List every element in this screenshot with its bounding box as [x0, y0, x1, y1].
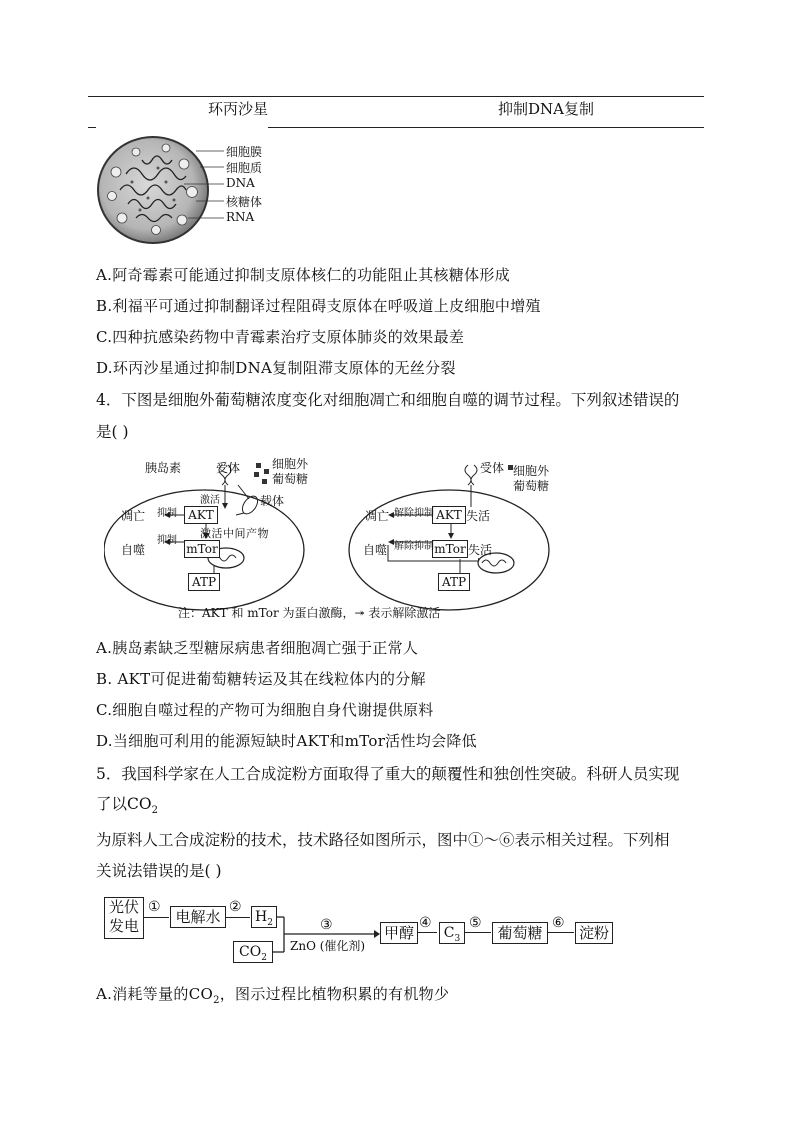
left-autophagy-label: 自噬 — [121, 543, 146, 557]
cell-label-cytoplasm: 细胞质 — [226, 161, 263, 175]
right-autophagy-label: 自噬 — [363, 543, 388, 557]
flow-methanol-box: 甲醇 — [380, 922, 418, 944]
cell-label-membrane: 细胞膜 — [226, 145, 263, 159]
left-apoptosis-label: 凋亡 — [121, 509, 146, 523]
left-mtor-box: mTor — [184, 540, 220, 558]
left-receptor-label: 受体 — [216, 461, 241, 475]
right-atp-box: ATP — [438, 573, 470, 591]
q5-option-a-text: A.消耗等量的CO — [96, 985, 214, 1003]
left-glucose-label-1: 细胞外 — [272, 457, 309, 471]
flow-c3-box — [439, 922, 465, 944]
q5-option-a[interactable] — [96, 983, 449, 1006]
q4-option-c[interactable]: C.细胞自噬过程的产物可为细胞自身代谢提供原料 — [96, 701, 434, 719]
flow-step-3: ③ — [320, 917, 333, 933]
q5-option-a-suffix: ，图示过程比植物积累的有机物少 — [219, 985, 450, 1003]
flow-co2-text: CO — [239, 944, 262, 960]
flow-electrolysis-box: 电解水 — [170, 906, 226, 928]
flow-step-4: ④ — [419, 915, 432, 931]
flow-c3-text: C — [443, 925, 455, 941]
q5-stem-line2 — [96, 792, 158, 816]
q3-option-b[interactable]: B.利福平可通过抑制翻译过程阻碍支原体在呼吸道上皮细胞中增殖 — [96, 297, 541, 315]
q5-stem-line1: 5．我国科学家在人工合成淀粉方面取得了重大的颠覆性和独创性突破。科研人员实现 — [96, 765, 680, 783]
flow-step-1: ① — [148, 899, 161, 915]
flow-h2-text: H — [255, 909, 268, 925]
left-carrier-label: 载体 — [260, 494, 285, 508]
flow-pv-box — [104, 897, 144, 939]
left-atp-box: ATP — [188, 573, 220, 591]
q4-option-d[interactable]: D.当细胞可利用的能源短缺时AKT和mTor活性均会降低 — [96, 732, 477, 750]
flow-c3-sub: 3 — [454, 933, 461, 944]
left-akt-box: AKT — [184, 506, 218, 524]
table-bottom-stub — [88, 127, 96, 128]
right-glucose-label-2: 葡萄糖 — [513, 479, 550, 493]
flow-co2-box — [233, 941, 273, 963]
left-insulin-label: 胰岛素 — [145, 461, 182, 475]
right-mtor-box: mTor — [432, 540, 468, 558]
flow-arrow-2 — [225, 917, 250, 918]
flow-co2-sub: 2 — [261, 952, 267, 963]
flow-h2-sub: 2 — [267, 917, 273, 928]
q5-option-a-sub: 2 — [213, 995, 220, 1006]
left-inhibit2-label: 抑制 — [157, 535, 177, 546]
q3-option-c[interactable]: C.四种抗感染药物中青霉素治疗支原体肺炎的效果最差 — [96, 328, 465, 346]
cell-label-dna: DNA — [226, 176, 255, 190]
flow-arrow-5 — [464, 932, 491, 933]
q4-option-a[interactable]: A.胰岛素缺乏型糖尿病患者细胞凋亡强于正常人 — [96, 639, 419, 657]
flow-glucose-box: 葡萄糖 — [492, 922, 548, 944]
table-top-border — [88, 96, 704, 97]
q5-stem-line2-sub: 2 — [151, 805, 158, 817]
table-cell-drug: 环丙沙星 — [208, 100, 269, 118]
flow-arrow-4 — [417, 932, 437, 933]
flow-arrow-1 — [143, 917, 169, 918]
figure-note: 注：AKT 和 mTor 为蛋白激酶，↠ 表示解除激活 — [178, 606, 441, 620]
right-akt-box: AKT — [432, 506, 466, 524]
q3-option-a[interactable]: A.阿奇霉素可能通过抑制支原体核仁的功能阻止其核糖体形成 — [96, 266, 511, 284]
flow-arrow-6 — [547, 932, 574, 933]
q5-stem-line3: 为原料人工合成淀粉的技术，技术路径如图所示，图中①～⑥表示相关过程。下列相 — [96, 831, 670, 849]
q4-stem-line1: 4．下图是细胞外葡萄糖浓度变化对细胞凋亡和细胞自噬的调节过程。下列叙述错误的 — [96, 391, 680, 409]
right-receptor-label: 受体 — [480, 461, 505, 475]
flow-catalyst-label: ZnO (催化剂) — [290, 939, 366, 953]
flow-step-5: ⑤ — [469, 915, 482, 931]
q4-stem-line2: 是( ) — [96, 423, 129, 441]
q5-stem-line2-text: 了以CO — [96, 795, 152, 813]
q4-option-b[interactable]: B. AKT可促进葡萄糖转运及其在线粒体内的分解 — [96, 670, 426, 688]
flow-starch-box: 淀粉 — [575, 922, 613, 944]
left-intermediate-label: 激活中间产物 — [200, 527, 269, 540]
right-glucose-label-1: 细胞外 — [513, 464, 550, 478]
q5-stem-line4: 关说法错误的是( ) — [96, 862, 222, 880]
table-bottom-border — [268, 127, 704, 128]
right-release1-label: 解除抑制 — [394, 508, 434, 519]
cell-label-rna: RNA — [226, 210, 255, 224]
flow-pv-line2: 发电 — [108, 917, 139, 935]
left-inhibit1-label: 抑制 — [157, 508, 177, 519]
flow-step-6: ⑥ — [552, 915, 565, 931]
q3-option-d[interactable]: D.环丙沙星通过抑制DNA复制阻滞支原体的无丝分裂 — [96, 359, 456, 377]
flow-step-2: ② — [229, 899, 242, 915]
right-apoptosis-label: 凋亡 — [365, 509, 390, 523]
right-inactive2-label: 失活 — [468, 543, 493, 557]
right-inactive1-label: 失活 — [466, 509, 491, 523]
left-glucose-label-2: 葡萄糖 — [272, 472, 309, 486]
left-activate-label: 激活 — [200, 495, 220, 506]
table-cell-mechanism: 抑制DNA复制 — [498, 100, 594, 118]
cell-label-ribosome: 核糖体 — [226, 195, 263, 209]
right-release2-label: 解除抑制 — [394, 541, 434, 552]
flow-pv-line1: 光伏 — [108, 898, 139, 916]
